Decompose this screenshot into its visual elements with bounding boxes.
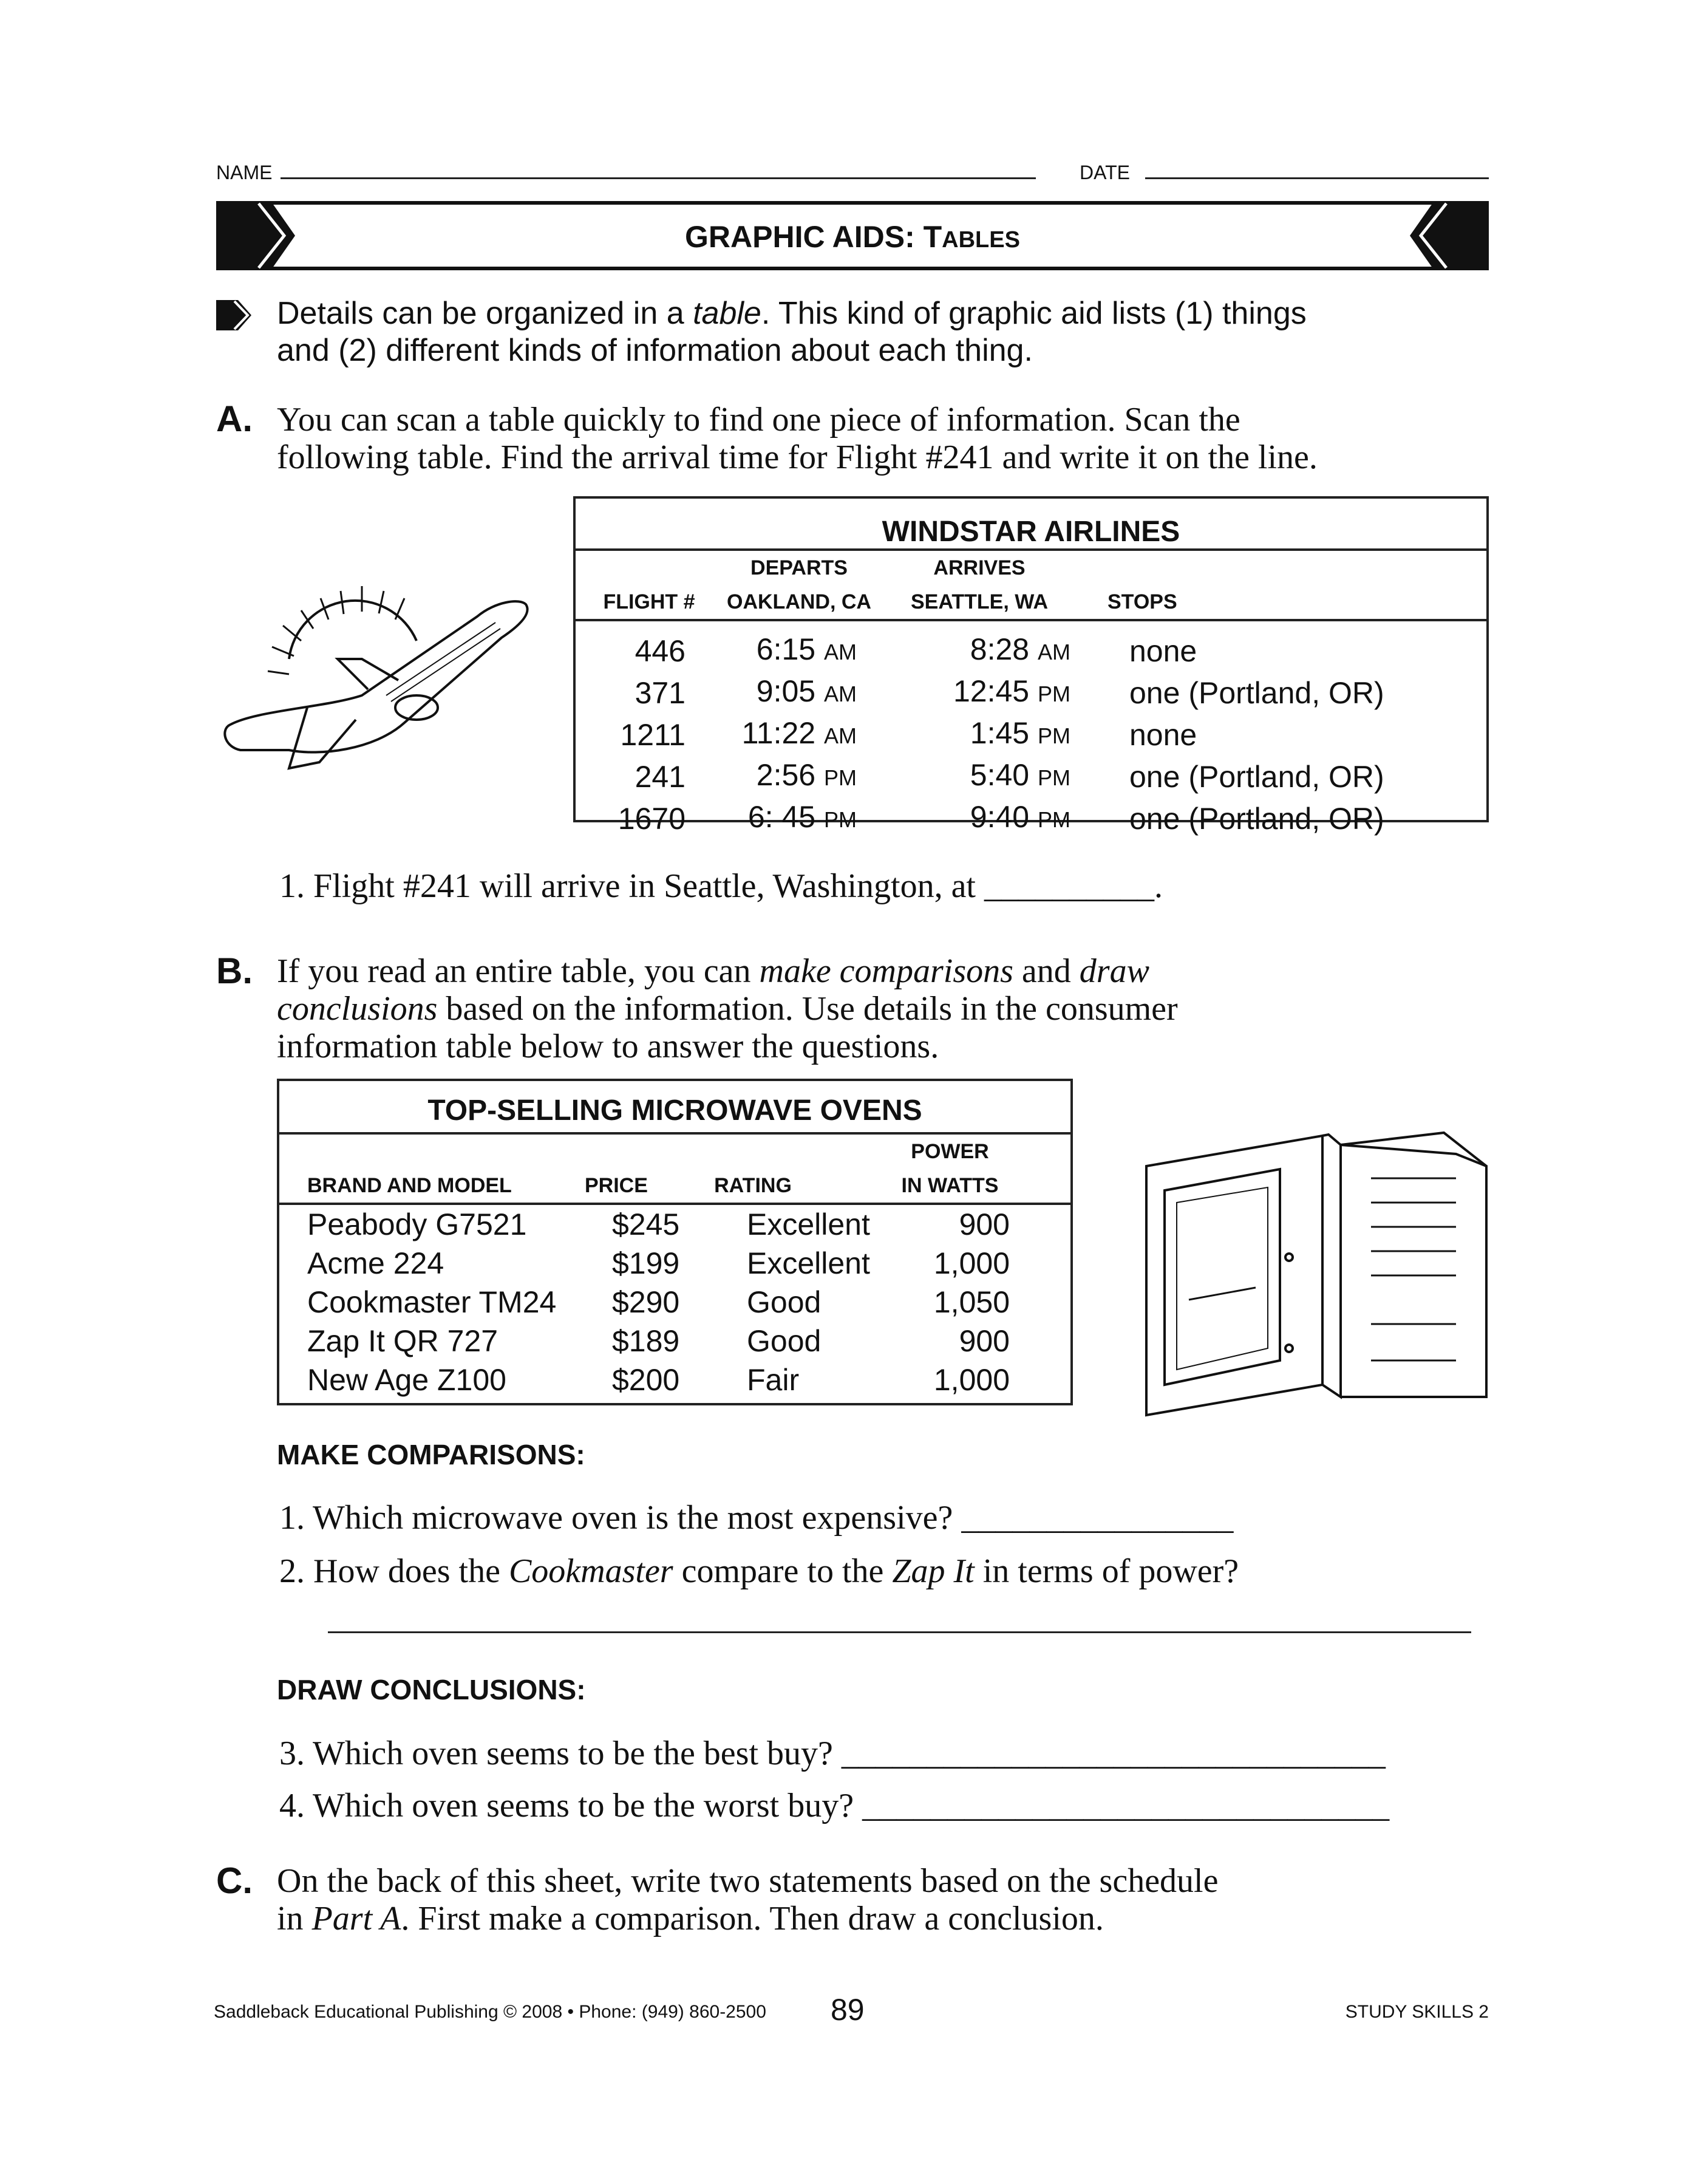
departure-ampm: AM <box>824 723 857 748</box>
flight-row <box>576 714 1486 756</box>
q2-pre: 2. How does the <box>279 1552 509 1590</box>
c-part-a: Part A <box>311 1900 401 1937</box>
q2-cookmaster: Cookmaster <box>508 1552 673 1590</box>
bullet-arrow-icon <box>216 300 255 330</box>
arrival-time: 5:40 <box>970 758 1030 792</box>
microwave-table-header <box>279 1135 1070 1205</box>
rating: Fair <box>747 1363 800 1397</box>
rating: Excellent <box>747 1207 870 1241</box>
b-term-conclusions: conclusions <box>277 990 438 1028</box>
arrival-ampm: PM <box>1038 681 1070 706</box>
header-oakland: OAKLAND, CA <box>727 590 871 613</box>
microwave-ovens-table <box>277 1079 1073 1405</box>
header-arrives: ARRIVES <box>933 556 1026 579</box>
flight-number: 371 <box>635 675 686 710</box>
stops: one (Portland, OR) <box>1129 759 1384 794</box>
title-small-caps: ABLES <box>942 227 1020 253</box>
b-line1-pre: If you read an entire table, you can <box>277 952 760 990</box>
title-banner <box>216 201 1489 270</box>
header-departs: DEPARTS <box>750 556 848 579</box>
microwave-row <box>279 1283 1070 1322</box>
flight-number: 446 <box>635 633 686 668</box>
name-field-line[interactable] <box>281 177 1036 179</box>
microwave-row <box>279 1322 1070 1360</box>
power-watts: 900 <box>959 1324 1010 1358</box>
draw-conclusions-heading: DRAW CONCLUSIONS: <box>277 1674 586 1705</box>
c-line1: On the back of this sheet, write two statements based on the schedule <box>277 1862 1219 1900</box>
arrival-ampm: PM <box>1038 723 1070 748</box>
arrival-ampm: PM <box>1038 765 1070 790</box>
conclusion-question-4: 4. Which oven seems to be the worst buy? _______________________________ <box>279 1787 1390 1824</box>
q2-post: in terms of power? <box>974 1552 1239 1590</box>
microwave-illustration <box>1140 1130 1492 1433</box>
rating: Excellent <box>747 1246 870 1280</box>
section-a-question-1: 1. Flight #241 will arrive in Seattle, Washington, at __________. <box>279 867 1163 905</box>
page-number: 89 <box>831 1993 865 2027</box>
section-b-instructions <box>277 952 1178 1065</box>
q2-mid: compare to the <box>673 1552 893 1590</box>
arrival-time: 12:45 <box>953 674 1030 708</box>
c-line2-pre: in <box>277 1900 312 1937</box>
intro-term: table <box>693 296 761 331</box>
brand-model: Zap It QR 727 <box>307 1324 498 1358</box>
date-field-line[interactable] <box>1145 177 1489 179</box>
header-flight: FLIGHT # <box>603 590 695 613</box>
q2-zap-it: Zap It <box>892 1552 975 1590</box>
section-b-letter: B. <box>216 951 253 991</box>
b-line3: information table below to answer the questions. <box>277 1028 939 1065</box>
date-label: DATE <box>1080 162 1130 183</box>
flight-row <box>576 756 1486 797</box>
comparison-question-1: 1. Which microwave oven is the most expensive? ________________ <box>279 1499 1234 1537</box>
section-c-instructions <box>277 1862 1218 1937</box>
microwave-row <box>279 1205 1070 1244</box>
rating: Good <box>747 1324 822 1358</box>
arrival-ampm: PM <box>1038 807 1070 832</box>
flight-number: 1211 <box>620 717 686 752</box>
section-a-instructions <box>277 401 1318 476</box>
section-a-line2: following table. Find the arrival time for Flight #241 and write it on the line. <box>277 439 1318 476</box>
stops: one (Portland, OR) <box>1129 801 1384 836</box>
stops: none <box>1129 633 1197 668</box>
power-watts: 1,000 <box>933 1246 1010 1280</box>
price: $189 <box>612 1324 680 1358</box>
footer-publisher: Saddleback Educational Publishing © 2008 • Phone: (949) 860-2500 <box>214 2002 766 2022</box>
flight-row <box>576 630 1486 672</box>
b-line1-mid: and <box>1013 952 1080 990</box>
section-c-letter: C. <box>216 1860 253 1901</box>
c-line2-post: . First make a comparison. Then draw a conclusion. <box>401 1900 1104 1937</box>
header-watts: IN WATTS <box>901 1174 999 1197</box>
page-title <box>216 219 1489 254</box>
price: $200 <box>612 1363 680 1397</box>
flight-number: 1670 <box>618 801 686 836</box>
flight-row <box>576 797 1486 839</box>
flight-number: 241 <box>635 759 686 794</box>
b-line2-post: based on the information. Use details in the consumer <box>437 990 1178 1028</box>
departure-ampm: PM <box>824 807 857 832</box>
answer-line-q2[interactable] <box>328 1631 1471 1633</box>
arrival-ampm: AM <box>1038 640 1070 664</box>
airline-table-body <box>576 630 1486 839</box>
price: $245 <box>612 1207 680 1241</box>
departure-time: 2:56 <box>756 758 816 792</box>
departure-ampm: AM <box>824 681 857 706</box>
intro-line1-post: . This kind of graphic aid lists (1) things <box>761 296 1307 331</box>
conclusion-question-3: 3. Which oven seems to be the best buy? ________________________________ <box>279 1735 1386 1772</box>
header-price: PRICE <box>585 1174 648 1197</box>
departure-time: 6: 45 <box>747 800 816 834</box>
rating: Good <box>747 1285 822 1319</box>
brand-model: New Age Z100 <box>307 1363 506 1397</box>
title-main: GRAPHIC AIDS: T <box>685 220 942 254</box>
brand-model: Cookmaster TM24 <box>307 1285 557 1319</box>
header-rating: RATING <box>714 1174 792 1197</box>
departure-ampm: PM <box>824 765 857 790</box>
microwave-row <box>279 1360 1070 1399</box>
power-watts: 1,000 <box>933 1363 1010 1397</box>
flight-row <box>576 672 1486 714</box>
price: $199 <box>612 1246 680 1280</box>
header-seattle: SEATTLE, WA <box>910 590 1049 613</box>
brand-model: Acme 224 <box>307 1246 444 1280</box>
stops: none <box>1129 717 1197 752</box>
airplane-illustration <box>216 568 544 774</box>
name-label: NAME <box>216 162 273 183</box>
microwave-table-title: TOP-SELLING MICROWAVE OVENS <box>279 1081 1070 1135</box>
stops: one (Portland, OR) <box>1129 675 1384 710</box>
brand-model: Peabody G7521 <box>307 1207 527 1241</box>
comparison-question-2 <box>279 1552 1239 1590</box>
power-watts: 900 <box>959 1207 1010 1241</box>
departure-time: 9:05 <box>756 674 816 708</box>
header-power: POWER <box>911 1140 989 1163</box>
airline-table-title: WINDSTAR AIRLINES <box>576 499 1486 551</box>
departure-ampm: AM <box>824 640 857 664</box>
microwave-row <box>279 1244 1070 1283</box>
b-term-make-comparisons: make comparisons <box>759 952 1013 990</box>
make-comparisons-heading: MAKE COMPARISONS: <box>277 1439 585 1470</box>
section-a-letter: A. <box>216 398 253 439</box>
header-brand: BRAND AND MODEL <box>307 1174 512 1197</box>
intro-line2: and (2) different kinds of information about each thing. <box>277 333 1033 368</box>
microwave-table-body <box>279 1205 1070 1399</box>
arrival-time: 8:28 <box>970 632 1030 666</box>
footer-series: STUDY SKILLS 2 <box>1345 2002 1489 2022</box>
header-stops: STOPS <box>1107 590 1177 613</box>
windstar-airlines-table <box>573 496 1489 836</box>
arrival-time: 9:40 <box>970 800 1030 834</box>
departure-time: 11:22 <box>741 716 816 750</box>
departure-time: 6:15 <box>756 632 816 666</box>
intro-text <box>277 295 1307 369</box>
b-term-draw: draw <box>1079 952 1149 990</box>
intro-line1-pre: Details can be organized in a <box>277 296 693 331</box>
section-a-line1: You can scan a table quickly to find one piece of information. Scan the <box>277 401 1240 439</box>
price: $290 <box>612 1285 680 1319</box>
airline-table-header <box>576 551 1486 621</box>
power-watts: 1,050 <box>933 1285 1010 1319</box>
arrival-time: 1:45 <box>970 716 1030 750</box>
